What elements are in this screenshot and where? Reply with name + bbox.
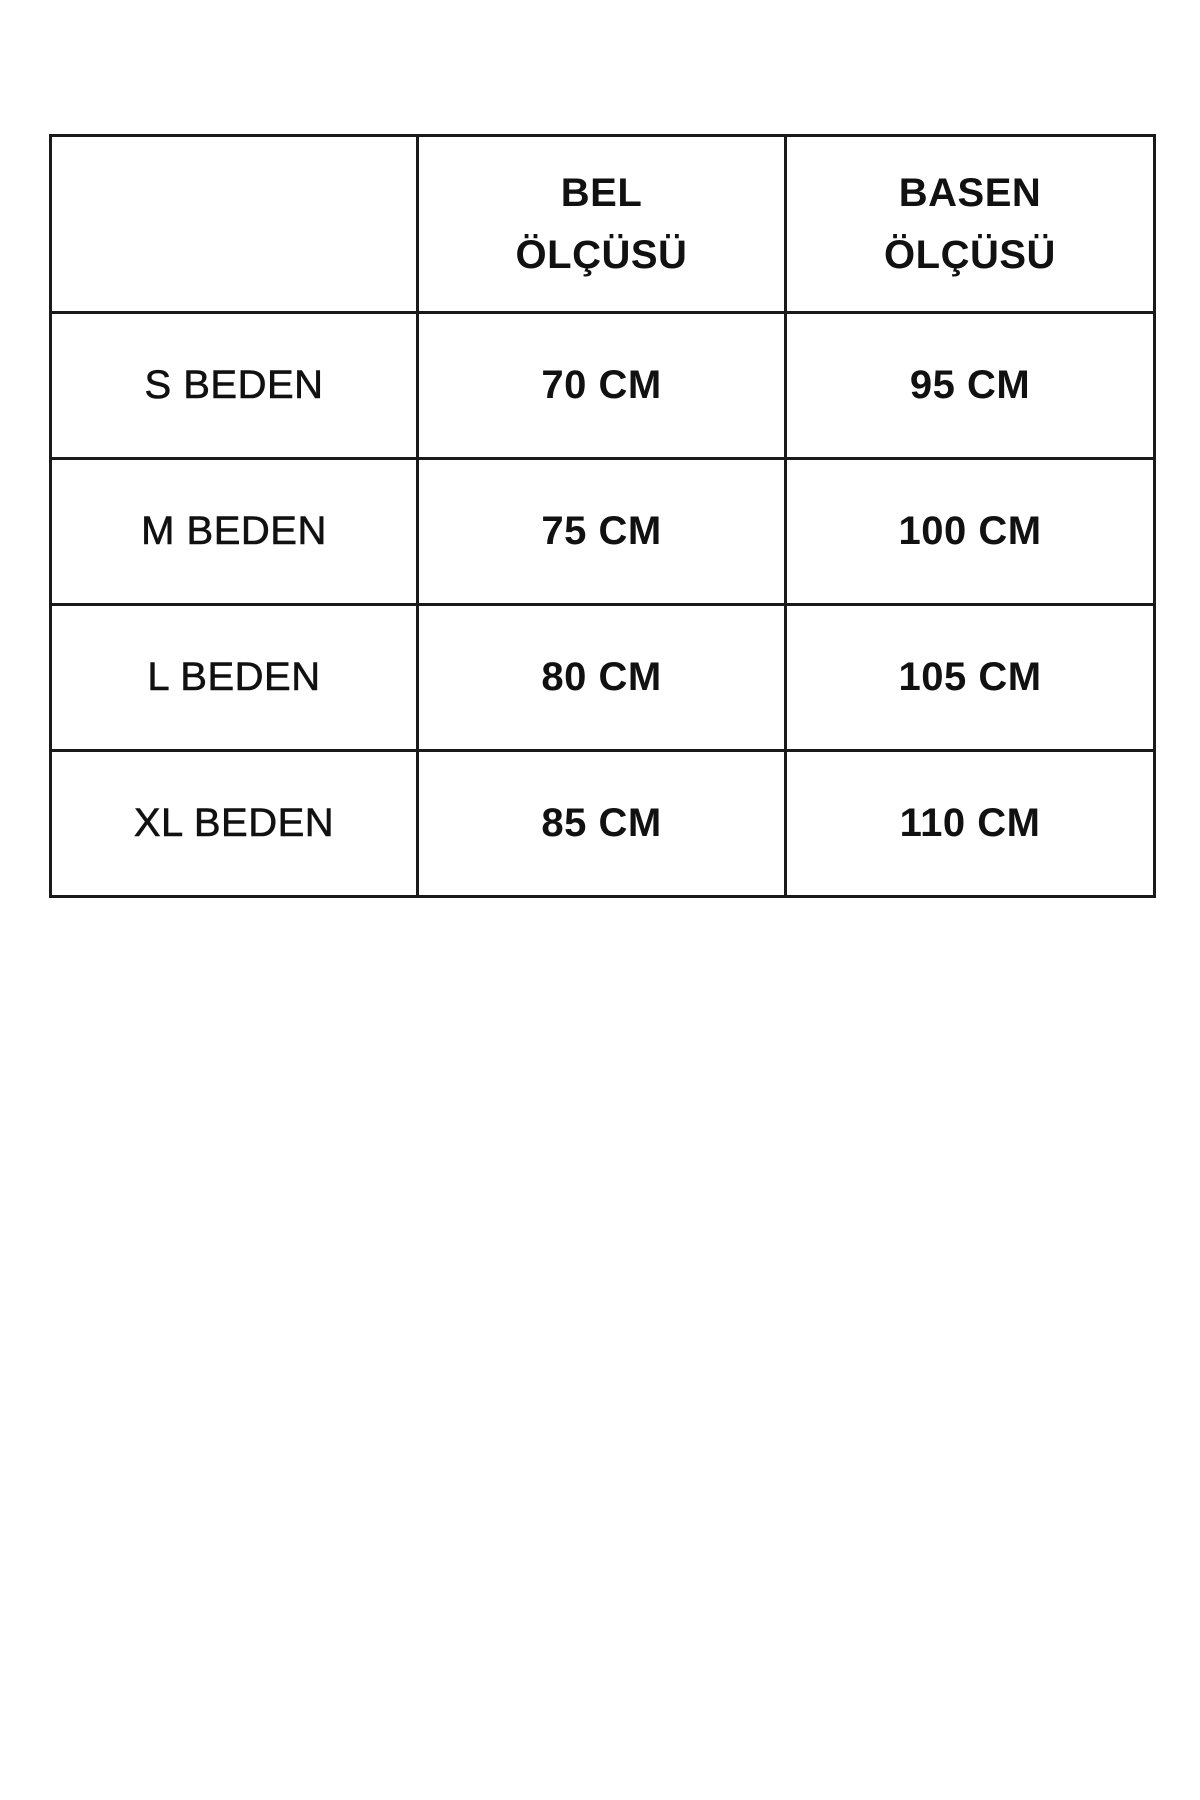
size-cell: S BEDEN bbox=[51, 313, 418, 459]
header-hip-cell bbox=[786, 136, 1155, 313]
header-hip-line1: BASEN bbox=[898, 171, 1042, 215]
size-cell: L BEDEN bbox=[51, 605, 418, 751]
header-row bbox=[51, 136, 1155, 313]
header-waist-line2: ÖLÇÜSÜ bbox=[515, 233, 688, 277]
waist-cell: 85 CM bbox=[418, 751, 786, 897]
waist-cell: 80 CM bbox=[418, 605, 786, 751]
size-chart-table bbox=[49, 134, 1156, 898]
table-row-m bbox=[51, 459, 1155, 605]
hip-cell: 95 CM bbox=[786, 313, 1155, 459]
waist-cell: 70 CM bbox=[418, 313, 786, 459]
hip-cell: 100 CM bbox=[786, 459, 1155, 605]
size-cell: M BEDEN bbox=[51, 459, 418, 605]
header-hip-line2: ÖLÇÜSÜ bbox=[884, 233, 1056, 277]
table-row-xl bbox=[51, 751, 1155, 897]
header-waist-line1: BEL bbox=[560, 171, 643, 215]
table-row-l bbox=[51, 605, 1155, 751]
header-waist-cell bbox=[418, 136, 786, 313]
header-corner-cell bbox=[51, 136, 418, 313]
hip-cell: 110 CM bbox=[786, 751, 1155, 897]
table-row-s bbox=[51, 313, 1155, 459]
hip-cell: 105 CM bbox=[786, 605, 1155, 751]
size-cell: XL BEDEN bbox=[51, 751, 418, 897]
waist-cell: 75 CM bbox=[418, 459, 786, 605]
